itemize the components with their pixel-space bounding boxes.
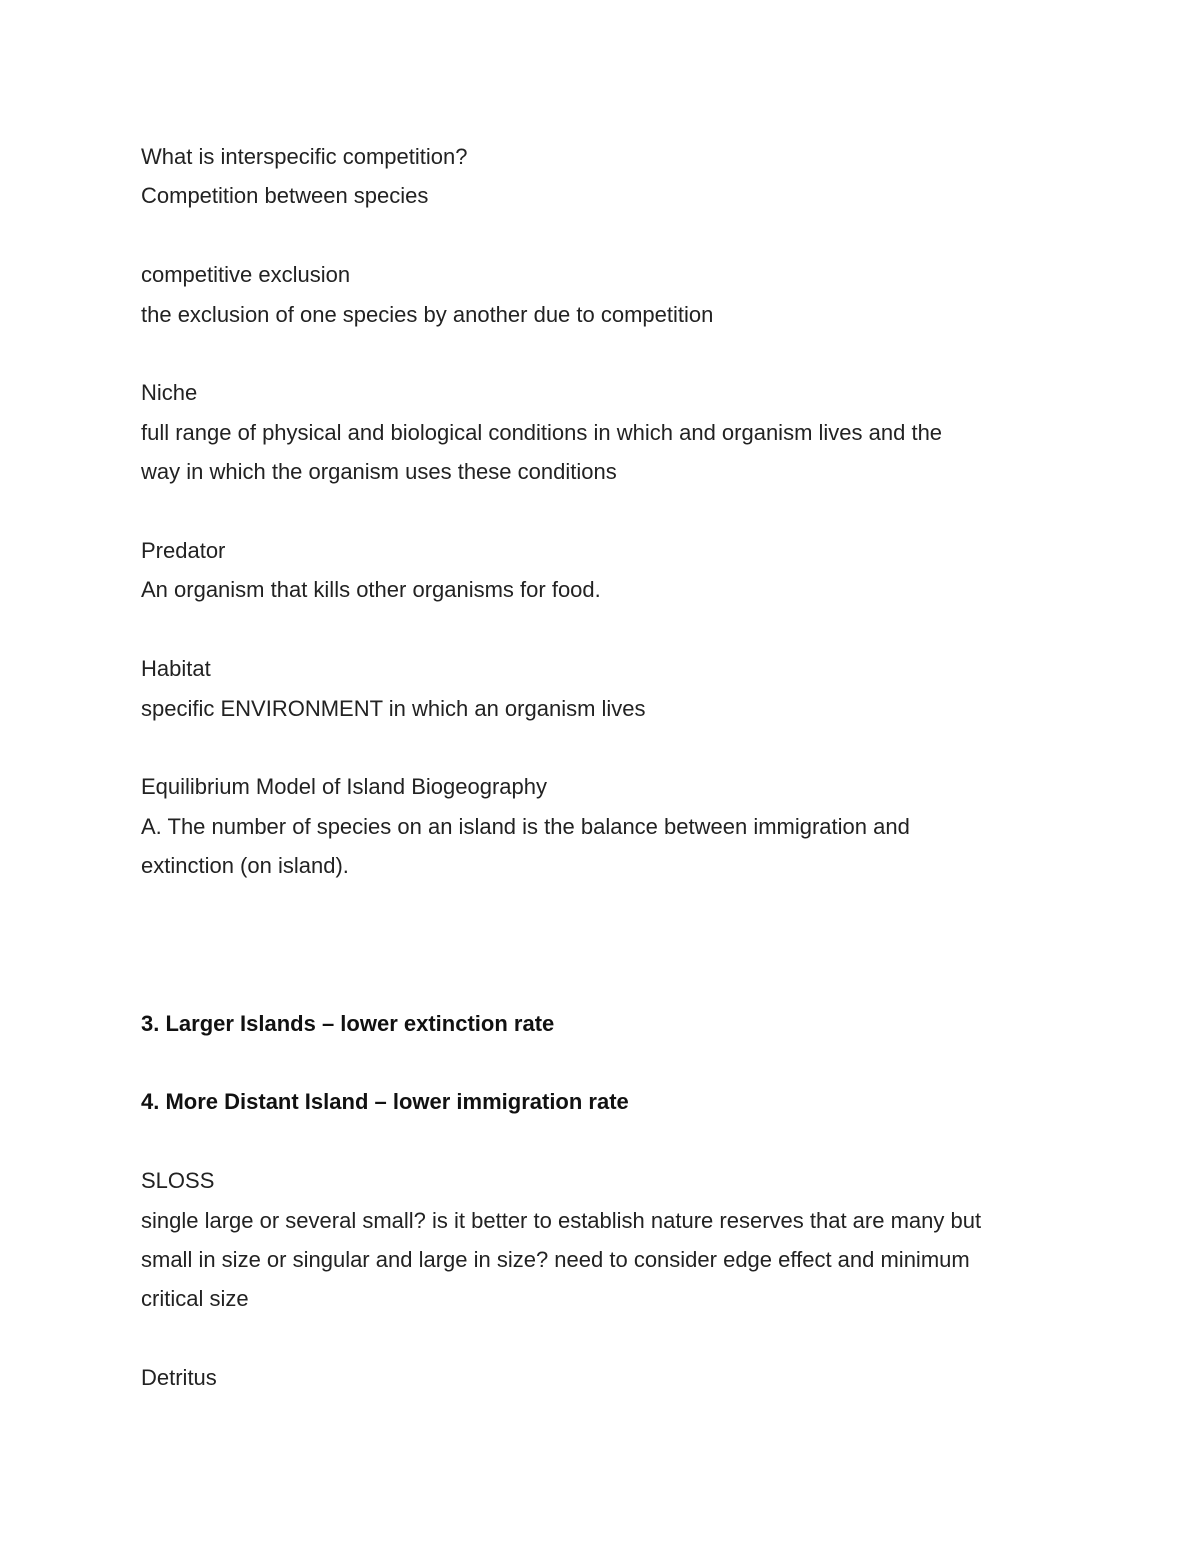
spacer — [141, 1122, 1061, 1161]
definition-line: extinction (on island). — [141, 853, 349, 879]
spacer — [141, 492, 1061, 531]
definition-line: An organism that kills other organisms for food. — [141, 577, 601, 603]
term-interspecific-competition: What is interspecific competition? — [141, 144, 468, 169]
spacer — [141, 334, 1061, 373]
spacer — [141, 886, 1061, 1004]
term-niche: Niche — [141, 380, 198, 406]
definition-line: the exclusion of one species by another due to competition — [141, 301, 714, 327]
definition-line: small in size or singular and large in size? need to consider edge effect and minimum — [141, 1247, 970, 1273]
definition-line: way in which the organism uses these conditions — [141, 459, 617, 485]
term-competitive-exclusion: competitive exclusion — [141, 262, 351, 288]
document-page — [141, 137, 1061, 1398]
definition-line: critical size — [141, 1286, 249, 1312]
spacer — [141, 728, 1061, 767]
spacer — [141, 216, 1061, 255]
definition-line: single large or several small? is it better to establish nature reserves that are many but — [141, 1207, 982, 1233]
spacer — [141, 1319, 1061, 1358]
spacer — [141, 610, 1061, 649]
bold-point-distant-island: 4. More Distant Island – lower immigration rate — [141, 1089, 629, 1115]
definition-line: specific ENVIRONMENT in which an organism lives — [141, 695, 646, 721]
term-sloss: SLOSS — [141, 1168, 215, 1194]
definition-line: Competition between species — [141, 183, 429, 209]
bold-point-larger-islands: 3. Larger Islands – lower extinction rate — [141, 1010, 555, 1036]
definition-line: full range of physical and biological conditions in which and organism lives and the — [141, 419, 943, 445]
term-equilibrium-model: Equilibrium Model of Island Biogeography — [141, 774, 548, 800]
spacer — [141, 1043, 1061, 1082]
definition-line: A. The number of species on an island is the balance between immigration and — [141, 813, 910, 839]
term-habitat: Habitat — [141, 656, 211, 682]
term-predator: Predator — [141, 538, 226, 564]
term-detritus: Detritus — [141, 1365, 217, 1391]
